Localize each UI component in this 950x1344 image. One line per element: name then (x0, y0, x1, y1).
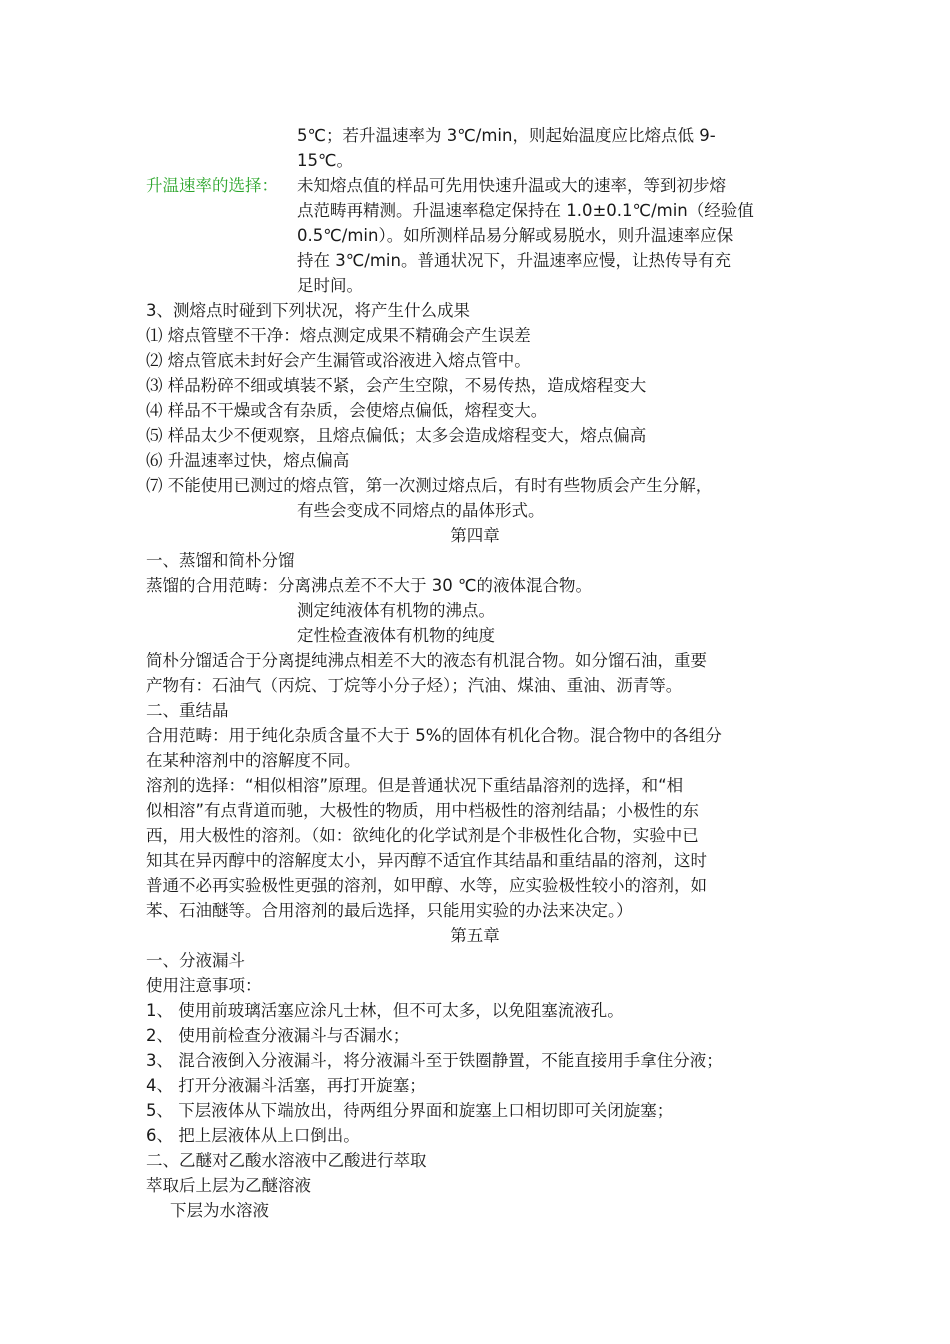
list-item: 5、 下层液体从下端放出，待两组分界面和旋塞上口相切即可关闭旋塞； (146, 1101, 674, 1120)
text-line: 定性检查液体有机物的纯度 (297, 626, 495, 645)
text-line: 点范畴再精测。升温速率稳定保持在 1.0±0.1℃/min（经验值 (297, 201, 754, 220)
text-line: 普通不必再实验极性更强的溶剂，如甲醇、水等，应实验极性较小的溶剂，如 (146, 876, 707, 895)
text-line: 知其在异丙醇中的溶解度太小，异丙醇不适宜作其结晶和重结晶的溶剂，这时 (146, 851, 707, 870)
list-item: 4、 打开分液漏斗活塞，再打开旋塞； (146, 1076, 426, 1095)
text-line: 简朴分馏适合于分离提纯沸点相差不大的液态有机混合物。如分馏石油，重要 (146, 651, 707, 670)
text-line: 0.5℃/min）。如所测样品易分解或易脱水，则升温速率应保 (297, 226, 734, 245)
list-item: ⑵ 熔点管底未封好会产生漏管或浴液进入熔点管中。 (146, 351, 531, 370)
text-line: 持在 3℃/min。普通状况下，升温速率应慢，让热传导有充 (297, 251, 731, 270)
text-line: 15℃。 (297, 151, 354, 170)
text-line: 在某种溶剂中的溶解度不同。 (146, 751, 361, 770)
chapter-title: 第五章 (450, 926, 500, 945)
section-label-heating-rate: 升温速率的选择： (146, 176, 278, 195)
text-line: 测定纯液体有机物的沸点。 (297, 601, 495, 620)
list-item: 3、 混合液倒入分液漏斗，将分液漏斗至于铁圈静置，不能直接用手拿住分液； (146, 1051, 723, 1070)
text-line: 有些会变成不同熔点的晶体形式。 (297, 501, 545, 520)
text-line: 蒸馏的合用范畴：分离沸点差不不大于 30 ℃的液体混合物。 (146, 576, 593, 595)
chapter-title: 第四章 (450, 526, 500, 545)
text-line: 使用注意事项： (146, 976, 262, 995)
text-line: 5℃；若升温速率为 3℃/min，则起始温度应比熔点低 9- (297, 126, 716, 145)
text-line: 未知熔点值的样品可先用快速升温或大的速率，等到初步熔 (297, 176, 726, 195)
list-item: ⑴ 熔点管壁不干净：熔点测定成果不精确会产生误差 (146, 326, 531, 345)
text-line: 西，用大极性的溶剂。（如：欲纯化的化学试剂是个非极性化合物，实验中已 (146, 826, 699, 845)
list-item: ⑶ 样品粉碎不细或填装不紧，会产生空隙，不易传热，造成熔程变大 (146, 376, 647, 395)
section-heading: 一、分液漏斗 (146, 951, 245, 970)
list-item: ⑺ 不能使用已测过的熔点管，第一次测过熔点后，有时有些物质会产生分解， (146, 476, 713, 495)
list-item: ⑸ 样品太少不便观察，且熔点偏低；太多会造成熔程变大，熔点偏高 (146, 426, 647, 445)
section-heading: 二、重结晶 (146, 701, 229, 720)
list-item: 1、 使用前玻璃活塞应涂凡士林，但不可太多，以免阻塞流液孔。 (146, 1001, 624, 1020)
list-item: 6、 把上层液体从上口倒出。 (146, 1126, 360, 1145)
list-item: 2、 使用前检查分液漏斗与否漏水； (146, 1026, 410, 1045)
text-line: 下层为水溶液 (170, 1201, 269, 1220)
text-line: 似相溶”有点背道而驰，大极性的物质，用中档极性的溶剂结晶；小极性的东 (146, 801, 700, 820)
text-line: 产物有：石油气（丙烷、丁烷等小分子烃）；汽油、煤油、重油、沥青等。 (146, 676, 683, 695)
text-line: 苯、石油醚等。合用溶剂的最后选择，只能用实验的办法来决定。） (146, 901, 633, 920)
text-line: 溶剂的选择：“相似相溶”原理。但是普通状况下重结晶溶剂的选择，和“相 (146, 776, 684, 795)
text-line: 合用范畴：用于纯化杂质含量不大于 5%的固体有机化合物。混合物中的各组分 (146, 726, 722, 745)
text-line: 足时间。 (297, 276, 363, 295)
section-heading: 一、蒸馏和简朴分馏 (146, 551, 295, 570)
text-line: 萃取后上层为乙醚溶液 (146, 1176, 311, 1195)
list-item: ⑹ 升温速率过快，熔点偏高 (146, 451, 350, 470)
list-item: ⑷ 样品不干燥或含有杂质，会使熔点偏低，熔程变大。 (146, 401, 548, 420)
section-heading: 二、乙醚对乙酸水溶液中乙酸进行萃取 (146, 1151, 427, 1170)
question-heading: 3、测熔点时碰到下列状况，将产生什么成果 (146, 301, 470, 320)
